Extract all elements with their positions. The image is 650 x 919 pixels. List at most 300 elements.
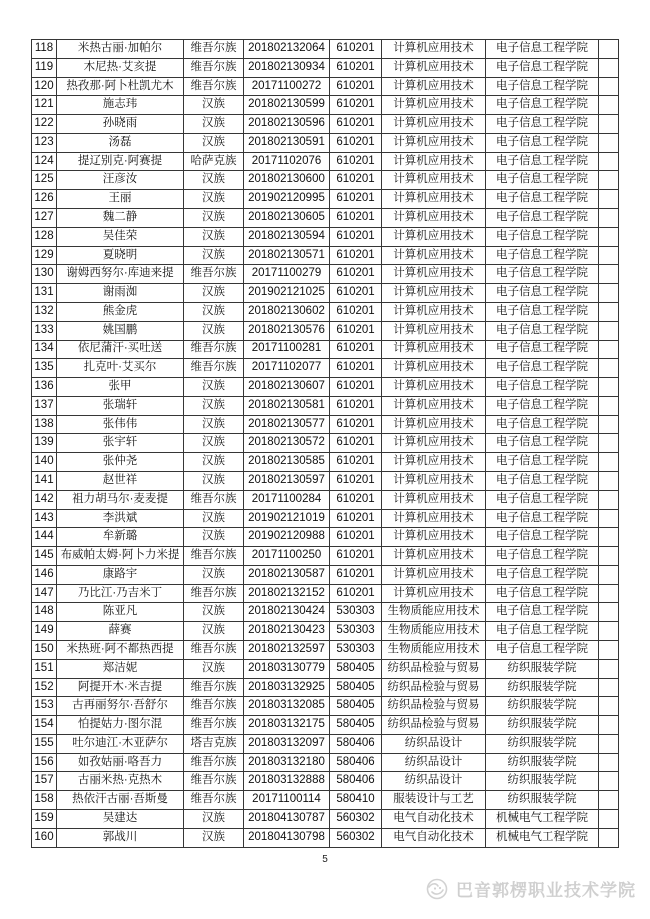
- cell-major_code: 610201: [330, 565, 382, 584]
- cell-student_id: 201804130787: [244, 810, 330, 829]
- cell-major_name: 计算机应用技术: [382, 227, 486, 246]
- cell-student_id: 201803130779: [244, 659, 330, 678]
- cell-name: 吴佳荣: [57, 227, 184, 246]
- table-row: [32, 471, 619, 490]
- table-row: [32, 246, 619, 265]
- table-row: [32, 152, 619, 171]
- cell-no: 139: [32, 434, 57, 453]
- table-row: [32, 96, 619, 115]
- cell-major_name: 计算机应用技术: [382, 528, 486, 547]
- table-row: [32, 734, 619, 753]
- cell-student_id: 201802130581: [244, 396, 330, 415]
- cell-college: 电子信息工程学院: [486, 58, 599, 77]
- cell-major_code: 580406: [330, 734, 382, 753]
- cell-college: 电子信息工程学院: [486, 209, 599, 228]
- cell-student_id: 201802130602: [244, 302, 330, 321]
- cell-name: 布威帕太姆·阿卜力米提: [57, 547, 184, 566]
- cell-student_id: 201902121019: [244, 509, 330, 528]
- cell-ethnicity: 汉族: [184, 528, 244, 547]
- cell-major_code: 610201: [330, 396, 382, 415]
- cell-no: 128: [32, 227, 57, 246]
- cell-blank: [599, 772, 619, 791]
- cell-major_name: 计算机应用技术: [382, 133, 486, 152]
- cell-no: 124: [32, 152, 57, 171]
- cell-college: 电子信息工程学院: [486, 453, 599, 472]
- cell-college: 电子信息工程学院: [486, 359, 599, 378]
- table-row: [32, 547, 619, 566]
- cell-college: 电子信息工程学院: [486, 265, 599, 284]
- cell-no: 120: [32, 77, 57, 96]
- table-row: [32, 190, 619, 209]
- cell-no: 125: [32, 171, 57, 190]
- cell-blank: [599, 415, 619, 434]
- cell-college: 纺织服装学院: [486, 659, 599, 678]
- cell-name: 张甲: [57, 378, 184, 397]
- cell-student_id: 201804130798: [244, 828, 330, 847]
- table-row: [32, 716, 619, 735]
- cell-major_name: 计算机应用技术: [382, 547, 486, 566]
- cell-major_code: 610201: [330, 115, 382, 134]
- cell-name: 孙晓雨: [57, 115, 184, 134]
- cell-no: 155: [32, 734, 57, 753]
- cell-student_id: 201803132888: [244, 772, 330, 791]
- cell-no: 146: [32, 565, 57, 584]
- cell-major_code: 580406: [330, 772, 382, 791]
- cell-blank: [599, 190, 619, 209]
- table-row: [32, 828, 619, 847]
- cell-name: 古丽米热·克热木: [57, 772, 184, 791]
- cell-blank: [599, 434, 619, 453]
- table-row: [32, 40, 619, 59]
- cell-no: 154: [32, 716, 57, 735]
- cell-student_id: 201802132597: [244, 641, 330, 660]
- table-row: [32, 697, 619, 716]
- cell-no: 130: [32, 265, 57, 284]
- cell-college: 纺织服装学院: [486, 697, 599, 716]
- cell-blank: [599, 565, 619, 584]
- cell-blank: [599, 265, 619, 284]
- cell-blank: [599, 96, 619, 115]
- cell-major_code: 610201: [330, 96, 382, 115]
- cell-blank: [599, 528, 619, 547]
- cell-major_code: 610201: [330, 584, 382, 603]
- cell-no: 160: [32, 828, 57, 847]
- cell-major_name: 计算机应用技术: [382, 321, 486, 340]
- cell-major_name: 计算机应用技术: [382, 302, 486, 321]
- cell-blank: [599, 471, 619, 490]
- cell-name: 康路宇: [57, 565, 184, 584]
- cell-student_id: 201802130600: [244, 171, 330, 190]
- cell-student_id: 201802130594: [244, 227, 330, 246]
- cell-major_name: 计算机应用技术: [382, 58, 486, 77]
- cell-ethnicity: 汉族: [184, 115, 244, 134]
- cell-name: 张伟伟: [57, 415, 184, 434]
- cell-ethnicity: 汉族: [184, 133, 244, 152]
- cell-no: 156: [32, 753, 57, 772]
- cell-ethnicity: 汉族: [184, 509, 244, 528]
- cell-major_code: 530303: [330, 622, 382, 641]
- cell-major_name: 计算机应用技术: [382, 565, 486, 584]
- cell-name: 依尼蒲汗·买吐送: [57, 340, 184, 359]
- cell-major_name: 生物质能应用技术: [382, 641, 486, 660]
- cell-no: 145: [32, 547, 57, 566]
- cell-name: 米热古丽·加帕尔: [57, 40, 184, 59]
- cell-student_id: 201802132064: [244, 40, 330, 59]
- cell-student_id: 201802130585: [244, 453, 330, 472]
- cell-blank: [599, 115, 619, 134]
- cell-college: 电子信息工程学院: [486, 565, 599, 584]
- cell-major_name: 纺织品检验与贸易: [382, 659, 486, 678]
- cell-major_code: 610201: [330, 302, 382, 321]
- cell-name: 张瑞轩: [57, 396, 184, 415]
- cell-major_code: 610201: [330, 547, 382, 566]
- cell-student_id: 20171100250: [244, 547, 330, 566]
- cell-college: 电子信息工程学院: [486, 152, 599, 171]
- cell-no: 149: [32, 622, 57, 641]
- cell-name: 扎克叶·艾买尔: [57, 359, 184, 378]
- cell-major_name: 计算机应用技术: [382, 471, 486, 490]
- cell-college: 纺织服装学院: [486, 716, 599, 735]
- cell-ethnicity: 维吾尔族: [184, 753, 244, 772]
- cell-major_code: 610201: [330, 171, 382, 190]
- cell-college: 电子信息工程学院: [486, 96, 599, 115]
- cell-ethnicity: 汉族: [184, 246, 244, 265]
- table-row: [32, 77, 619, 96]
- cell-no: 132: [32, 302, 57, 321]
- cell-name: 阿提开木·米吉提: [57, 678, 184, 697]
- cell-blank: [599, 133, 619, 152]
- table-row: [32, 415, 619, 434]
- table-row: [32, 490, 619, 509]
- cell-major_code: 610201: [330, 265, 382, 284]
- cell-college: 电子信息工程学院: [486, 40, 599, 59]
- cell-ethnicity: 汉族: [184, 284, 244, 303]
- table-row: [32, 359, 619, 378]
- cell-ethnicity: 汉族: [184, 828, 244, 847]
- cell-ethnicity: 维吾尔族: [184, 359, 244, 378]
- cell-student_id: 201902120988: [244, 528, 330, 547]
- cell-college: 电子信息工程学院: [486, 133, 599, 152]
- cell-no: 144: [32, 528, 57, 547]
- cell-name: 祖力胡马尔·麦麦提: [57, 490, 184, 509]
- cell-major_name: 纺织品检验与贸易: [382, 678, 486, 697]
- cell-college: 电子信息工程学院: [486, 284, 599, 303]
- cell-major_name: 服装设计与工艺: [382, 791, 486, 810]
- cell-ethnicity: 汉族: [184, 434, 244, 453]
- cell-name: 郭战川: [57, 828, 184, 847]
- cell-no: 134: [32, 340, 57, 359]
- college-logo-icon: [425, 877, 449, 901]
- cell-blank: [599, 791, 619, 810]
- cell-major_name: 计算机应用技术: [382, 509, 486, 528]
- cell-name: 米热班·阿不都热西提: [57, 641, 184, 660]
- cell-ethnicity: 汉族: [184, 603, 244, 622]
- table-row: [32, 58, 619, 77]
- cell-student_id: 201802130591: [244, 133, 330, 152]
- cell-name: 牟新璐: [57, 528, 184, 547]
- cell-college: 纺织服装学院: [486, 678, 599, 697]
- cell-major_code: 610201: [330, 321, 382, 340]
- cell-ethnicity: 汉族: [184, 378, 244, 397]
- cell-college: 电子信息工程学院: [486, 378, 599, 397]
- cell-no: 126: [32, 190, 57, 209]
- table-row: [32, 434, 619, 453]
- cell-blank: [599, 171, 619, 190]
- cell-major_name: 计算机应用技术: [382, 77, 486, 96]
- table-row: [32, 641, 619, 660]
- student-roster-table: [31, 39, 619, 848]
- table-row: [32, 284, 619, 303]
- cell-college: 电子信息工程学院: [486, 622, 599, 641]
- cell-student_id: 201802130423: [244, 622, 330, 641]
- cell-ethnicity: 塔吉克族: [184, 734, 244, 753]
- cell-no: 150: [32, 641, 57, 660]
- cell-major_code: 610201: [330, 190, 382, 209]
- cell-blank: [599, 734, 619, 753]
- cell-student_id: 201803132097: [244, 734, 330, 753]
- cell-no: 133: [32, 321, 57, 340]
- cell-student_id: 201802130571: [244, 246, 330, 265]
- table-row: [32, 810, 619, 829]
- cell-no: 151: [32, 659, 57, 678]
- cell-major_code: 610201: [330, 509, 382, 528]
- cell-name: 郑洁妮: [57, 659, 184, 678]
- table-row: [32, 678, 619, 697]
- cell-ethnicity: 维吾尔族: [184, 584, 244, 603]
- cell-no: 129: [32, 246, 57, 265]
- cell-blank: [599, 302, 619, 321]
- cell-college: 电子信息工程学院: [486, 340, 599, 359]
- cell-major_code: 610201: [330, 340, 382, 359]
- cell-no: 127: [32, 209, 57, 228]
- cell-major_name: 计算机应用技术: [382, 96, 486, 115]
- cell-student_id: 201802130596: [244, 115, 330, 134]
- cell-major_code: 610201: [330, 246, 382, 265]
- cell-major_code: 610201: [330, 359, 382, 378]
- cell-name: 吴建达: [57, 810, 184, 829]
- table-row: [32, 209, 619, 228]
- cell-major_name: 纺织品设计: [382, 753, 486, 772]
- table-row: [32, 584, 619, 603]
- table-row: [32, 528, 619, 547]
- cell-ethnicity: 汉族: [184, 565, 244, 584]
- cell-no: 138: [32, 415, 57, 434]
- cell-blank: [599, 77, 619, 96]
- cell-major_name: 计算机应用技术: [382, 152, 486, 171]
- cell-college: 电子信息工程学院: [486, 471, 599, 490]
- cell-major_code: 610201: [330, 471, 382, 490]
- cell-major_name: 计算机应用技术: [382, 378, 486, 397]
- cell-student_id: 201902121025: [244, 284, 330, 303]
- cell-no: 152: [32, 678, 57, 697]
- cell-no: 131: [32, 284, 57, 303]
- cell-blank: [599, 509, 619, 528]
- cell-blank: [599, 659, 619, 678]
- cell-major_code: 530303: [330, 603, 382, 622]
- cell-blank: [599, 547, 619, 566]
- cell-major_code: 580410: [330, 791, 382, 810]
- cell-major_name: 纺织品检验与贸易: [382, 716, 486, 735]
- cell-major_name: 计算机应用技术: [382, 40, 486, 59]
- cell-no: 140: [32, 453, 57, 472]
- table-row: [32, 659, 619, 678]
- cell-major_code: 610201: [330, 284, 382, 303]
- cell-blank: [599, 697, 619, 716]
- cell-student_id: 20171100279: [244, 265, 330, 284]
- cell-no: 153: [32, 697, 57, 716]
- cell-name: 李洪斌: [57, 509, 184, 528]
- cell-college: 电子信息工程学院: [486, 509, 599, 528]
- cell-major_name: 生物质能应用技术: [382, 622, 486, 641]
- cell-ethnicity: 汉族: [184, 321, 244, 340]
- table-row: [32, 115, 619, 134]
- cell-major_name: 纺织品设计: [382, 772, 486, 791]
- cell-blank: [599, 152, 619, 171]
- table-row: [32, 396, 619, 415]
- cell-major_code: 580405: [330, 716, 382, 735]
- cell-college: 纺织服装学院: [486, 734, 599, 753]
- cell-major_code: 610201: [330, 77, 382, 96]
- cell-college: 电子信息工程学院: [486, 77, 599, 96]
- cell-major_name: 计算机应用技术: [382, 284, 486, 303]
- cell-no: 135: [32, 359, 57, 378]
- cell-student_id: 20171102076: [244, 152, 330, 171]
- cell-no: 142: [32, 490, 57, 509]
- cell-blank: [599, 810, 619, 829]
- cell-ethnicity: 汉族: [184, 810, 244, 829]
- cell-blank: [599, 753, 619, 772]
- cell-student_id: 201802130597: [244, 471, 330, 490]
- cell-ethnicity: 汉族: [184, 190, 244, 209]
- cell-major_code: 610201: [330, 133, 382, 152]
- cell-name: 提辽别克·阿赛提: [57, 152, 184, 171]
- cell-no: 147: [32, 584, 57, 603]
- table-row: [32, 603, 619, 622]
- cell-college: 电子信息工程学院: [486, 641, 599, 660]
- table-row: [32, 509, 619, 528]
- cell-major_code: 610201: [330, 490, 382, 509]
- table-row: [32, 378, 619, 397]
- cell-student_id: 201802130577: [244, 415, 330, 434]
- cell-name: 张宇轩: [57, 434, 184, 453]
- cell-blank: [599, 359, 619, 378]
- cell-blank: [599, 584, 619, 603]
- cell-major_code: 610201: [330, 209, 382, 228]
- cell-major_name: 电气自动化技术: [382, 828, 486, 847]
- cell-ethnicity: 维吾尔族: [184, 772, 244, 791]
- table-row: [32, 622, 619, 641]
- cell-blank: [599, 209, 619, 228]
- cell-college: 电子信息工程学院: [486, 584, 599, 603]
- cell-major_name: 计算机应用技术: [382, 584, 486, 603]
- cell-ethnicity: 汉族: [184, 396, 244, 415]
- cell-blank: [599, 284, 619, 303]
- cell-college: 纺织服装学院: [486, 753, 599, 772]
- cell-name: 汤磊: [57, 133, 184, 152]
- cell-major_name: 计算机应用技术: [382, 209, 486, 228]
- cell-major_name: 计算机应用技术: [382, 490, 486, 509]
- cell-major_code: 610201: [330, 378, 382, 397]
- table-row: [32, 772, 619, 791]
- cell-name: 古再丽努尔·吾舒尔: [57, 697, 184, 716]
- cell-student_id: 201902120995: [244, 190, 330, 209]
- cell-major_code: 610201: [330, 152, 382, 171]
- cell-ethnicity: 维吾尔族: [184, 678, 244, 697]
- cell-student_id: 20171100272: [244, 77, 330, 96]
- cell-ethnicity: 维吾尔族: [184, 77, 244, 96]
- cell-name: 熊金虎: [57, 302, 184, 321]
- cell-major_name: 计算机应用技术: [382, 415, 486, 434]
- table-row: [32, 133, 619, 152]
- cell-blank: [599, 246, 619, 265]
- cell-college: 电子信息工程学院: [486, 528, 599, 547]
- cell-major_name: 纺织品设计: [382, 734, 486, 753]
- cell-student_id: 201803132175: [244, 716, 330, 735]
- cell-major_code: 610201: [330, 528, 382, 547]
- cell-no: 119: [32, 58, 57, 77]
- cell-name: 怕提姑力·图尔混: [57, 716, 184, 735]
- cell-student_id: 201803132085: [244, 697, 330, 716]
- cell-major_name: 计算机应用技术: [382, 171, 486, 190]
- cell-name: 汪彦汝: [57, 171, 184, 190]
- cell-college: 电子信息工程学院: [486, 227, 599, 246]
- cell-student_id: 201802130605: [244, 209, 330, 228]
- cell-blank: [599, 396, 619, 415]
- cell-ethnicity: 汉族: [184, 171, 244, 190]
- cell-college: 电子信息工程学院: [486, 396, 599, 415]
- cell-college: 机械电气工程学院: [486, 810, 599, 829]
- cell-ethnicity: 哈萨克族: [184, 152, 244, 171]
- cell-major_name: 计算机应用技术: [382, 340, 486, 359]
- table-row: [32, 565, 619, 584]
- cell-college: 电子信息工程学院: [486, 171, 599, 190]
- cell-college: 纺织服装学院: [486, 772, 599, 791]
- table-row: [32, 302, 619, 321]
- cell-student_id: 201802130607: [244, 378, 330, 397]
- cell-college: 电子信息工程学院: [486, 246, 599, 265]
- cell-blank: [599, 58, 619, 77]
- cell-name: 热依汗古丽·吾斯曼: [57, 791, 184, 810]
- cell-student_id: 20171100281: [244, 340, 330, 359]
- cell-ethnicity: 汉族: [184, 302, 244, 321]
- cell-no: 136: [32, 378, 57, 397]
- cell-major_name: 计算机应用技术: [382, 246, 486, 265]
- cell-ethnicity: 维吾尔族: [184, 490, 244, 509]
- cell-blank: [599, 716, 619, 735]
- cell-major_name: 计算机应用技术: [382, 434, 486, 453]
- cell-major_code: 610201: [330, 58, 382, 77]
- cell-blank: [599, 227, 619, 246]
- roster-body: [32, 40, 619, 848]
- cell-major_name: 计算机应用技术: [382, 190, 486, 209]
- watermark-text: 巴音郭楞职业技术学院: [456, 881, 636, 900]
- cell-student_id: 201802130599: [244, 96, 330, 115]
- cell-name: 如孜姑丽·咯吾力: [57, 753, 184, 772]
- cell-major_name: 纺织品检验与贸易: [382, 697, 486, 716]
- cell-college: 电子信息工程学院: [486, 190, 599, 209]
- cell-name: 谢姆西努尔·库迪来提: [57, 265, 184, 284]
- table-row: [32, 453, 619, 472]
- cell-ethnicity: 维吾尔族: [184, 40, 244, 59]
- cell-name: 魏二静: [57, 209, 184, 228]
- cell-no: 157: [32, 772, 57, 791]
- cell-college: 电子信息工程学院: [486, 321, 599, 340]
- cell-major_name: 生物质能应用技术: [382, 603, 486, 622]
- cell-name: 木尼热·艾亥提: [57, 58, 184, 77]
- cell-student_id: 20171102077: [244, 359, 330, 378]
- table-row: [32, 791, 619, 810]
- cell-ethnicity: 维吾尔族: [184, 791, 244, 810]
